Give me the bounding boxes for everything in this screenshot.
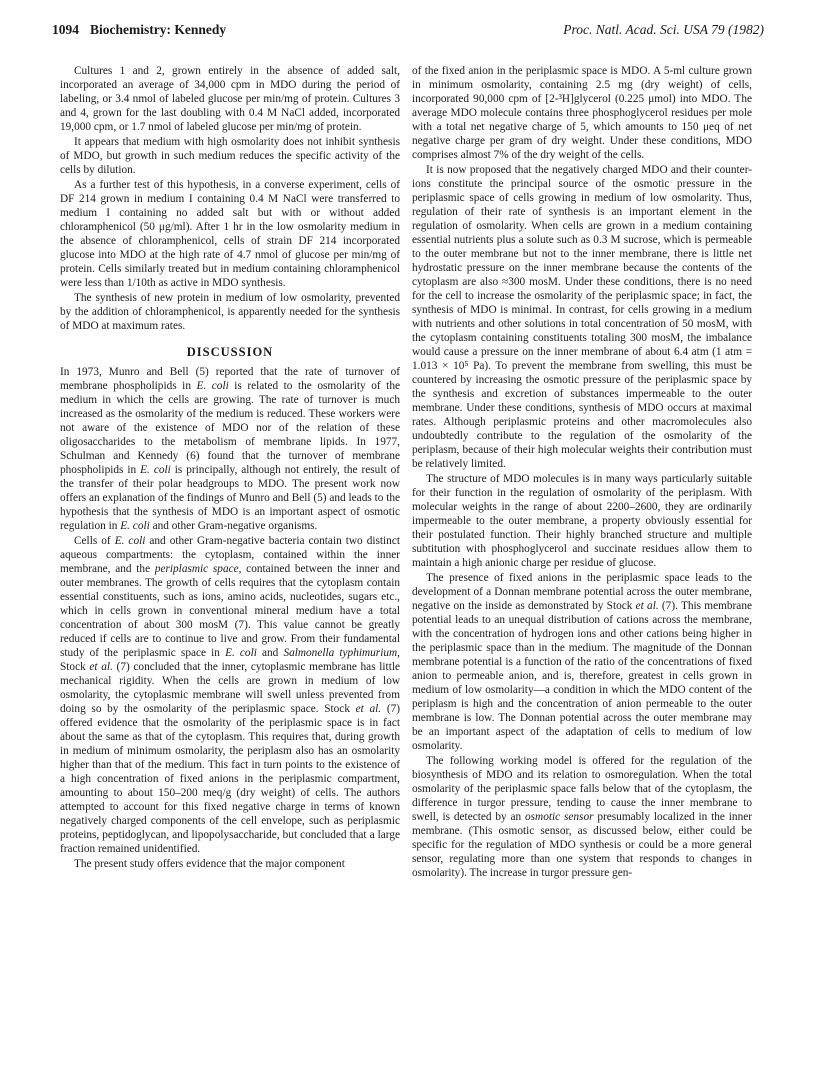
species-name: E. coli bbox=[120, 520, 150, 532]
text-run: In 1973, Munro and Bell (5) reported that the rate of turnover of membrane phospholipids in bbox=[60, 366, 400, 392]
paragraph: of the fixed anion in the periplasmic space is MDO. A 5-ml culture grown in minimum osmolarity, containing 2.5 mg (dry weight) of cells, incorporated 90,000 cpm of [2-³H]glycerol (0.225 μmol) into MDO. The average MDO molecule contains three phosphoglycerol residues per mole with a total net negative charge of 5, which amounts to 150 μeq of net negative charge per gram of dry weight. Under these conditions, MDO comprises almost 7% of the dry weight of the cells. bbox=[412, 65, 752, 161]
text-run: and other Gram-negative organisms. bbox=[149, 520, 318, 532]
text-run: The following working model is offered for the regulation of the biosynthesis of MDO and its relation to osmoregulation. When the total osmolarity of the periplasmic space falls below that of the cytoplasm, the difference in turgor pressure, tending to cause the inner membrane to swell, is detected by an bbox=[412, 755, 752, 823]
paragraph bbox=[60, 365, 400, 533]
text-run: is principally, although not entirely, the result of the transfer of their polar headgroups to MDO. The present work now offers an explanation of the findings of Munro and Bell (5) and leads to the hypothesis that the synthesis of MDO is an important aspect of osmotic regulation in bbox=[60, 464, 400, 532]
text-run: (7) concluded that the inner, cytoplasmic membrane has little mechanical rigidity. When the cells are grown in medium of low osmolarity, the cytoplasmic membrane will swell unless prevented from doing so by the osmolarity of the periplasmic space. Stock bbox=[60, 661, 400, 715]
right-column bbox=[412, 64, 752, 881]
paragraph bbox=[412, 754, 752, 880]
text-run: (7) offered evidence that the osmolarity of the periplasmic space is in fact about the same as that of the cytoplasm. This requires that, during growth in medium of minimum osmolarity, the periplasm also has an osmolarity higher than that of the medium. This fact in turn points to the existence of a high concentration of fixed anions in the periplasmic compartment, amounting to about 150–200 meq/g (dry weight) of cells. The authors attempted to account for this fixed negative charge in terms of known negatively charged components of the cell envelope, such as periplasmic proteins, peptidoglycan, and lipopolysaccharide, but concluded that a large fraction remained unidentified. bbox=[60, 703, 401, 855]
text-run: Cells of bbox=[74, 535, 115, 547]
text-run: presumably localized in the inner membrane. (This osmotic sensor, as discussed below, either could be specific for the regulation of MDO synthesis or could be a more general sensor, regulating more than one system that responds to changes in osmolarity). The increase in turgor pressure gen- bbox=[412, 811, 753, 879]
text-run: (7). This membrane potential leads to an unequal distribution of cations across the membrane, with the concentration of hydrogen ions and other cations being higher in the periplasmic space than in the medium. The magnitude of the Donnan membrane potential is a function of the ratio of the concentrations of fixed anion to permeable anion, and is, therefore, greatest in cells grown in medium of low osmolarity—a condition in which the MDO content of the periplasm is high and the concentration of anion permeable to the outer membrane is low. The Donnan potential across the outer membrane may be an important aspect of the adaptation of cells to medium of low osmolarity. bbox=[412, 600, 752, 752]
species-name: E. coli bbox=[114, 535, 146, 547]
paragraph: The synthesis of new protein in medium of low osmolarity, prevented by the addition of chloramphenicol, is apparently needed for the synthesis of MDO at maximum rates. bbox=[60, 292, 400, 332]
paragraph bbox=[60, 534, 400, 856]
paragraph: It is now proposed that the negatively charged MDO and their counter-ions constitute the principal source of the osmotic pressure in the periplasmic space of cells growing in medium of low osmolarity. Thus, regulation of their rate of synthesis is an important element in the regulation of osmolarity. When cells are grown in a medium containing essential nutrients plus a solute such as 0.3 M sucrose, which is permeable to the outer membrane but not to the inner membrane, there is little net hydrostatic pressure on the inner membrane because the contents of the cytoplasm are also ≈300 mosM. Under these conditions, there is no need for the cell to increase the osmolarity of the periplasmic space; in fact, the synthesis of MDO is minimal. In contrast, for cells growing in a medium with nutrients and other solutions in total concentration of 50 mosM, with the cytoplasm containing constituents totaling 300 mosM, the imbalance would cause a pressure on the inner membrane of about 6.4 atm (1 atm = 1.013 × 10⁵ Pa). To prevent the membrane from swelling, this must be countered by increasing the osmotic pressure of the periplasmic space by the synthesis and excretion of substances impermeable to the outer membrane. Under these conditions, synthesis of MDO occurs at maximal rates. Although periplasmic proteins and other macromolecules also undoubtedly contribute to the regulation of the osmolarity of the periplasm, because of their high molecular weights their contribution must be relatively limited. bbox=[412, 164, 752, 470]
paragraph: The present study offers evidence that the major component bbox=[74, 858, 345, 870]
section-heading-discussion: DISCUSSION bbox=[186, 345, 274, 359]
page-number: 1094 bbox=[52, 22, 79, 37]
emphasis-term: periplasmic space bbox=[154, 563, 239, 575]
paragraph: Cultures 1 and 2, grown entirely in the absence of added salt, incorporated an average of 34,000 cpm in MDO during the period of labeling, or 3.4 nmol of labeled glucose per min/mg of protein. Cultures 3 and 4, grown for the last doubling with 0.4 M NaCl added, incorporated 19,000 cpm, or 1.7 nmol of labeled glucose per min/mg of protein. bbox=[60, 65, 400, 133]
species-name: E. coli bbox=[196, 380, 229, 392]
species-name: Salmonella typhimurium bbox=[283, 647, 398, 659]
text-run: and other Gram-negative bacteria contain two distinct aqueous compartments: the cytoplasm, contained within the inner membrane, and the bbox=[60, 535, 400, 575]
paragraph: It appears that medium with high osmolarity does not inhibit synthesis of MDO, but growth in such medium reduces the specific activity of the cells by dilution. bbox=[60, 136, 400, 176]
et-al: et al. bbox=[89, 661, 113, 673]
journal-citation: Proc. Natl. Acad. Sci. USA 79 (1982) bbox=[563, 22, 764, 37]
paragraph: The structure of MDO molecules is in many ways particularly suitable for their function in the regulation of osmolarity of the periplasm. With molecular weights in the range of about 2200–2600, they are ordinarily impermeable to the outer membrane, a property obviously essential for their postulated function. Their highly branched structure and multiple subtitution with phosphoglycerol and succinate residues allow them to maintain a high anionic charge per residue of glucose. bbox=[412, 473, 752, 569]
text-run: and bbox=[256, 647, 284, 659]
et-al: et al. bbox=[355, 703, 382, 715]
text-run: is related to the osmolarity of the medium in which the cells are growing. The rate of turnover is much increased as the osmolarity of the medium is reduced. These workers were not aware of the existence of MDO nor of the relation of these oligosaccharides to the metabolism of membrane lipids. In 1977, Schulman and Kennedy (6) found that the turnover of membrane phospholipids in bbox=[60, 380, 400, 476]
text-run: , contained between the inner and outer membranes. The growth of cells requires that the cytoplasm contain essential constituents, such as ions, amino acids, nucleotides, sugars etc., which in cells grown in conventional mineral medium have a total concentration of about 300 mosM (7). This value cannot be greatly reduced if cells are to continue to live and grow. From their fundamental study of the periplasmic space in bbox=[60, 563, 400, 659]
species-name: E. coli bbox=[140, 464, 171, 476]
text-run: The presence of fixed anions in the periplasmic space leads to the development of a Donnan membrane potential across the outer membrane, negative on the inside as demonstrated by Stock bbox=[412, 572, 752, 612]
et-al: et al. bbox=[635, 600, 659, 612]
paragraph: As a further test of this hypothesis, in a converse experiment, cells of DF 214 grown in medium I containing 0.4 M NaCl were transferred to medium I containing no added salt but with or without added chloramphenicol (50 μg/ml). After 1 hr in the low osmolarity medium in the absence of chloramphenicol, cells of strain DF 214 incorporated glucose into MDO at the high rate of 4.7 nmol of glucose per min/mg of protein. Cells similarly treated but in medium containing chloramphenicol were less than 1/10th as active in MDO synthesis. bbox=[60, 179, 400, 289]
running-head: Biochemistry: Kennedy bbox=[90, 22, 227, 37]
left-column bbox=[60, 64, 400, 872]
text-run: , Stock bbox=[60, 647, 400, 673]
running-header bbox=[52, 22, 764, 44]
emphasis-term: osmotic sensor bbox=[525, 811, 594, 823]
paragraph bbox=[412, 571, 752, 753]
species-name: E. coli bbox=[225, 647, 257, 659]
